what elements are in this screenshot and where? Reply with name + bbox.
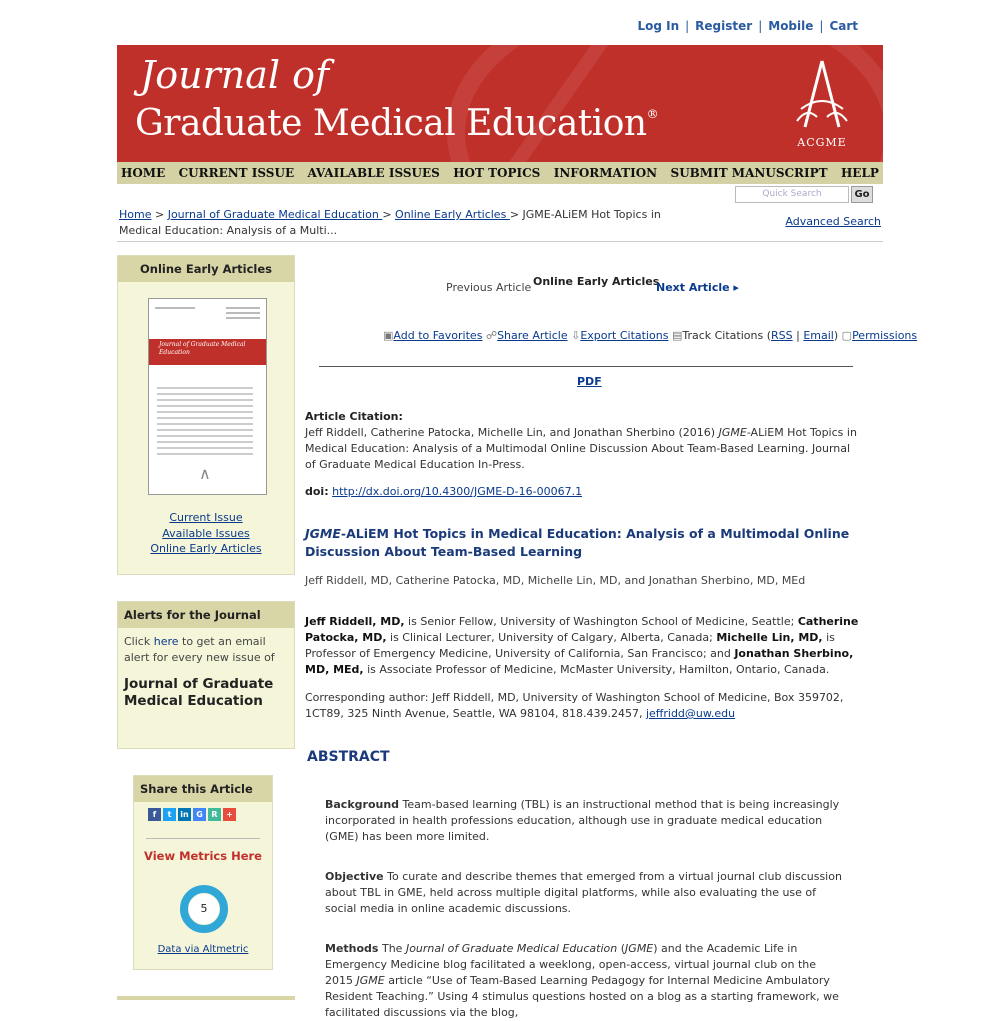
tools-divider [319, 366, 853, 367]
share-article-link[interactable]: Share Article [497, 329, 568, 342]
sidebar-current-issue-link[interactable]: Current Issue [169, 511, 243, 524]
register-link[interactable]: Register [695, 19, 753, 33]
next-article-link[interactable]: Next Article ▸ [656, 281, 739, 294]
article-tools: ▣Add to Favorites ☍Share Article ⇩Export Citations ▤Track Citations (RSS | Email) ▢Permissions [383, 329, 918, 342]
sidebar-oea-title: Online Early Articles [118, 256, 294, 282]
next-arrow-icon: ▸ [733, 281, 739, 294]
alerts-here-link[interactable]: here [153, 635, 179, 648]
breadcrumb-home[interactable]: Home [119, 208, 152, 221]
advanced-search-link[interactable]: Advanced Search [785, 215, 881, 228]
top-links: Log In | Register | Mobile | Cart [637, 19, 858, 33]
doi-link[interactable]: http://dx.doi.org/10.4300/JGME-D-16-00067.1 [332, 485, 583, 498]
acgme-logo: ACGME [787, 57, 857, 149]
favorites-icon: ▣ [383, 329, 394, 342]
nav-home[interactable]: HOME [121, 166, 166, 180]
permissions-icon: ▢ [841, 329, 853, 342]
sidebar-available-issues-link[interactable]: Available Issues [162, 526, 250, 540]
article-citation: Article Citation: Jeff Riddell, Catherine Patocka, Michelle Lin, and Jonathan Sherbino (2016) JGME-ALiEM Hot Topics in Medical Education: Analysis of a Multimodal Online Discussion About Team-Based Learning. Journal of Graduate Medical Education In-Press. [305, 410, 857, 471]
google-icon[interactable]: G [193, 808, 206, 821]
cover-acgme-icon: ∧ [199, 464, 211, 483]
permissions-link[interactable]: Permissions [852, 329, 918, 342]
alerts-text: Click here to get an email alert for every new issue of [124, 635, 275, 664]
twitter-icon[interactable]: t [163, 808, 176, 821]
track-icon: ▤ [671, 329, 683, 342]
nav-hot-topics[interactable]: HOT TOPICS [453, 166, 541, 180]
altmetric-link[interactable]: Data via Altmetric [157, 944, 249, 955]
corresponding-author: Corresponding author: Jeff Riddell, MD, University of Washington School of Medicine, Box 359702, 1CT89, 325 Ninth Avenue, Seattle, WA 98104, 818.439.2457, jeffridd@uw.edu [305, 691, 844, 720]
more-share-icon[interactable]: + [223, 808, 236, 821]
search-input[interactable]: Quick Search [735, 186, 849, 203]
acgme-icon [787, 57, 857, 133]
sidebar-oea-panel [117, 255, 295, 575]
breadcrumb-oea[interactable]: Online Early Articles [395, 208, 510, 221]
nav-information[interactable]: INFORMATION [553, 166, 658, 180]
banner-title-line1: Journal of [140, 53, 330, 97]
article-title: JGME-ALiEM Hot Topics in Medical Education: Analysis of a Multimodal Online Discussion About Team-Based Learning [305, 526, 850, 559]
altmetric-donut[interactable]: 5 [179, 884, 229, 934]
export-citations-link[interactable]: Export Citations [580, 329, 669, 342]
breadcrumb-journal[interactable]: Journal of Graduate Medical Education [167, 208, 383, 221]
view-metrics-link[interactable]: View Metrics Here [144, 849, 262, 863]
journal-banner[interactable] [117, 45, 883, 162]
export-icon: ⇩ [571, 329, 581, 342]
search-go-button[interactable]: Go [851, 186, 873, 203]
breadcrumb: Home > Journal of Graduate Medical Education > Online Early Articles > JGME-ALiEM Hot Topics in Medical Education: Analysis of a Multi... [119, 208, 661, 237]
nav-current-issue[interactable]: CURRENT ISSUE [178, 166, 295, 180]
divider [117, 241, 883, 242]
alerts-journal-name: Journal of Graduate Medical Education [124, 676, 274, 709]
rss-link[interactable]: RSS [771, 329, 793, 342]
banner-title-line2: Graduate Medical Education® [135, 103, 659, 144]
cart-link[interactable]: Cart [829, 19, 858, 33]
linkedin-icon[interactable]: in [178, 808, 191, 821]
sidebar-share-panel [133, 775, 273, 970]
quick-search [735, 186, 873, 203]
author-affiliations: Jeff Riddell, MD, is Senior Fellow, University of Washington School of Medicine, Seattle; Catherine Patocka, MD, is Clinical Lecturer, University of Calgary, Alberta, Canada; Michelle Lin, MD, is Professor of Emergency Medicine, University of California, San Francisco; and Jonathan Sherbino, MD, MEd, is Associate Professor of Medicine, McMaster University, Hamilton, Ontario, Canada. [305, 615, 859, 676]
share-title: Share this Article [134, 776, 272, 802]
doi-line: doi: http://dx.doi.org/10.4300/JGME-D-16-00067.1 [305, 485, 583, 498]
sidebar-alerts-panel [117, 601, 295, 749]
breadcrumb-current: JGME-ALiEM Hot Topics in Medical Education: Analysis of a Multi... [119, 208, 661, 237]
facebook-icon[interactable]: f [148, 808, 161, 821]
abstract-methods: Methods The Journal of Graduate Medical Education (JGME) and the Academic Life in Emergency Medicine blog facilitated a weeklong, open-access, virtual journal club on the 2015 JGME article “Use of Team-Based Learning Pedagogy for Internal Medicine Ambulatory Resident Teaching.” Using 4 stimulus questions hosted on a blog as a starting framework, we facilitated discussions via the blog, [325, 942, 839, 1019]
researchgate-icon[interactable]: R [208, 808, 221, 821]
article-authors: Jeff Riddell, MD, Catherine Patocka, MD, Michelle Lin, MD, and Jonathan Sherbino, MD, MEd [305, 574, 806, 587]
login-link[interactable]: Log In [637, 19, 680, 33]
abstract-background: Background Team-based learning (TBL) is an instructional method that is being increasingly incorporated in health professions education, although use in graduate medical education (GME) has been more limited. [325, 798, 840, 843]
share-icons [148, 808, 272, 821]
main-nav [117, 162, 883, 184]
cover-title: Journal of Graduate Medical Education [159, 341, 246, 356]
share-icon: ☍ [485, 329, 498, 342]
nav-submit-manuscript[interactable]: SUBMIT MANUSCRIPT [670, 166, 828, 180]
abstract-heading: ABSTRACT [307, 749, 390, 765]
nav-available-issues[interactable]: AVAILABLE ISSUES [307, 166, 440, 180]
mobile-link[interactable]: Mobile [768, 19, 814, 33]
email-link[interactable]: Email [803, 329, 834, 342]
alerts-title: Alerts for the Journal [118, 602, 294, 628]
sidebar-next-panel-edge [117, 996, 295, 1000]
abstract-objective: Objective To curate and describe themes that emerged from a virtual journal club discussion about TBL in GME, held across multiple digital platforms, while also evaluating the use of social media in online academic discussions. [325, 870, 842, 915]
journal-cover-image[interactable] [148, 298, 267, 495]
article-nav-title: Online Early Articles [533, 275, 660, 288]
nav-help[interactable]: HELP [840, 166, 879, 180]
sidebar-oea-link[interactable]: Online Early Articles [150, 542, 262, 555]
add-to-favorites-link[interactable]: Add to Favorites [393, 329, 483, 342]
author-email-link[interactable]: jeffridd@uw.edu [645, 707, 736, 720]
pdf-link[interactable]: PDF [577, 375, 602, 388]
previous-article-link[interactable]: Previous Article [446, 281, 532, 294]
